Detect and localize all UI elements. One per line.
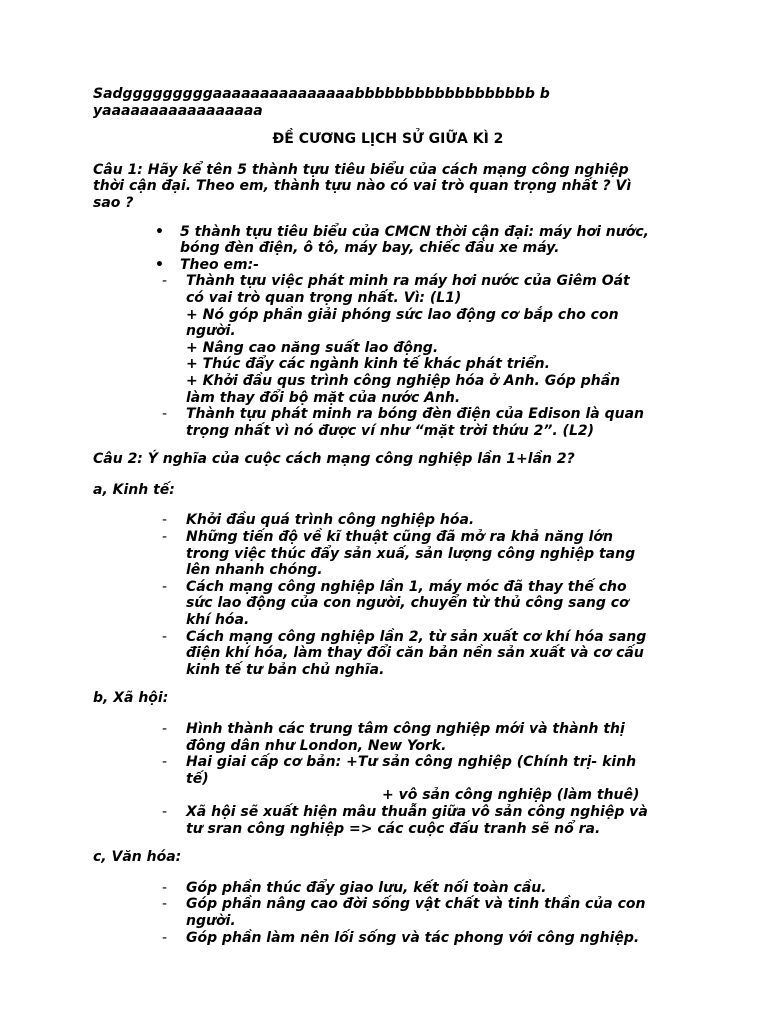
dash-icon: - (162, 803, 168, 820)
list-item-text: Xã hội sẽ xuất hiện mâu thuẫn giữa vô sản công nghiệp và (186, 803, 648, 820)
list-item (93, 896, 683, 929)
list-item-text: làm thay đổi bộ mặt của nước Anh. (186, 389, 461, 406)
question-1-line: thời cận đại. Theo em, thành tựu nào có vai trò quan trọng nhất ? Vì (93, 178, 632, 195)
list-item (93, 273, 683, 406)
dash-icon: - (162, 406, 168, 423)
section-heading-culture: c, Văn hóa: (93, 849, 182, 866)
list-item (93, 804, 683, 837)
list-item (93, 930, 683, 947)
question-2: Câu 2: Ý nghĩa của cuộc cách mạng công nghiệp lần 1+lần 2? (93, 451, 575, 468)
society-list (93, 721, 683, 837)
question-1 (93, 162, 683, 212)
dash-icon: - (162, 512, 168, 529)
list-item (93, 721, 683, 754)
list-item-text: + Nó góp phần giải phóng sức lao động cơ bắp cho con (186, 306, 619, 323)
dash-icon: - (162, 273, 168, 290)
list-item-text: Hình thành các trung tâm công nghiệp mới và thành thị (186, 721, 625, 737)
list-item-text: Những tiến độ về kĩ thuật cũng đã mở ra khả năng lớn (186, 529, 614, 546)
dash-icon: - (162, 754, 168, 771)
list-item (93, 629, 683, 679)
list-item-text: đông dân như London, New York. (186, 737, 447, 754)
question-1-line: sao ? (93, 194, 134, 211)
list-item-text: + Nâng cao năng suất lao động. (186, 339, 439, 356)
list-item-text: Góp phần thúc đẩy giao lưu, kết nối toàn cầu. (186, 879, 547, 896)
list-item-text: người. (186, 323, 236, 340)
list-item-text: người. (186, 912, 236, 929)
economy-list (93, 512, 683, 678)
list-item-text: tế) (186, 770, 209, 787)
dash-icon: - (162, 721, 168, 737)
list-item-text: Thành tựu phát minh ra bóng đèn điện của Edison là quan (186, 406, 644, 423)
list-item-text: Cách mạng công nghiệp lần 1, máy móc đã thay thế cho (186, 578, 627, 595)
question-1-line: Câu 1: Hãy kể tên 5 thành tựu tiêu biểu của cách mạng công nghiệp (93, 161, 629, 178)
answer-1-bullets (93, 224, 683, 274)
list-item (93, 406, 683, 439)
dash-icon: - (162, 529, 168, 546)
list-item-text: trọng nhất vì nó được ví như “mặt trời thứu 2”. (L2) (186, 422, 595, 439)
list-item-text: 5 thành tựu tiêu biểu của CMCN thời cận đại: máy hơi nước, (180, 223, 649, 240)
bullet-icon: • (155, 223, 164, 240)
list-item-text: trong việc thúc đẩy sản xuấ, sản lượng công nghiệp tang (186, 545, 636, 562)
list-item (93, 512, 683, 529)
section-heading-economy: a, Kinh tế: (93, 481, 175, 498)
dash-icon: - (162, 628, 168, 645)
list-item-text: khí hóa. (186, 612, 250, 629)
list-item-text: sức lao động của con người, chuyển từ thủ công sang cơ (186, 595, 629, 612)
dash-icon: - (162, 578, 168, 595)
list-item-text: Hai giai cấp cơ bản: +Tư sản công nghiệp (Chính trị- kinh (186, 754, 637, 771)
dash-icon: - (162, 896, 168, 913)
list-item (93, 257, 683, 274)
list-item (93, 529, 683, 579)
list-item-text: Cách mạng công nghiệp lần 2, từ sản xuất cơ khí hóa sang (186, 628, 647, 645)
list-item-text: + vô sản công nghiệp (làm thuê) (382, 787, 640, 804)
culture-list (93, 880, 683, 946)
list-item-text: Theo em:- (180, 256, 259, 273)
dash-icon: - (162, 929, 168, 946)
document-title: ĐỀ CƯƠNG LỊCH SỬ GIỮA KÌ 2 (272, 131, 504, 148)
section-heading-society: b, Xã hội: (93, 690, 169, 707)
list-item-text: có vai trò quan trọng nhất. Vì: (L1) (186, 289, 462, 306)
header-line-1: Sadgggggggggaaaaaaaaaaaaaaabbbbbbbbbbbbbbbbbb b (93, 86, 550, 102)
list-item-text: điện khí hóa, làm thay đổi căn bản nền sản xuất và cơ cấu (186, 645, 644, 662)
list-item-text: Khởi đầu quá trình công nghiệp hóa. (186, 512, 475, 529)
list-item-text: Thành tựu việc phát minh ra máy hơi nước của Giêm Oát (186, 273, 630, 290)
document-page (93, 86, 683, 946)
list-item (93, 579, 683, 629)
list-item (93, 880, 683, 897)
list-item-text: Góp phần nâng cao đời sống vật chất và tinh thần của con (186, 896, 646, 913)
list-item-text: Góp phần làm nên lối sống và tác phong với công nghiệp. (186, 929, 640, 946)
list-item-text: tư sran công nghiệp => các cuộc đấu tranh sẽ nổ ra. (186, 820, 601, 837)
list-item-text: + Thúc đẩy các ngành kinh tế khác phát triển. (186, 356, 550, 373)
list-item-text: bóng đèn điện, ô tô, máy bay, chiếc đầu xe máy. (180, 240, 560, 257)
answer-1-dashes (93, 273, 683, 439)
list-item-text: + Khởi đầu qus trình công nghiệp hóa ở Anh. Góp phần (186, 372, 621, 389)
header-line-2: yaaaaaaaaaaaaaaaaa (93, 102, 263, 119)
list-item (93, 754, 683, 804)
list-item-text: lên nhanh chóng. (186, 562, 323, 579)
bullet-icon: • (155, 256, 164, 273)
list-item (93, 224, 683, 257)
dash-icon: - (162, 879, 168, 896)
list-item-text: kinh tế tư bản chủ nghĩa. (186, 661, 385, 678)
